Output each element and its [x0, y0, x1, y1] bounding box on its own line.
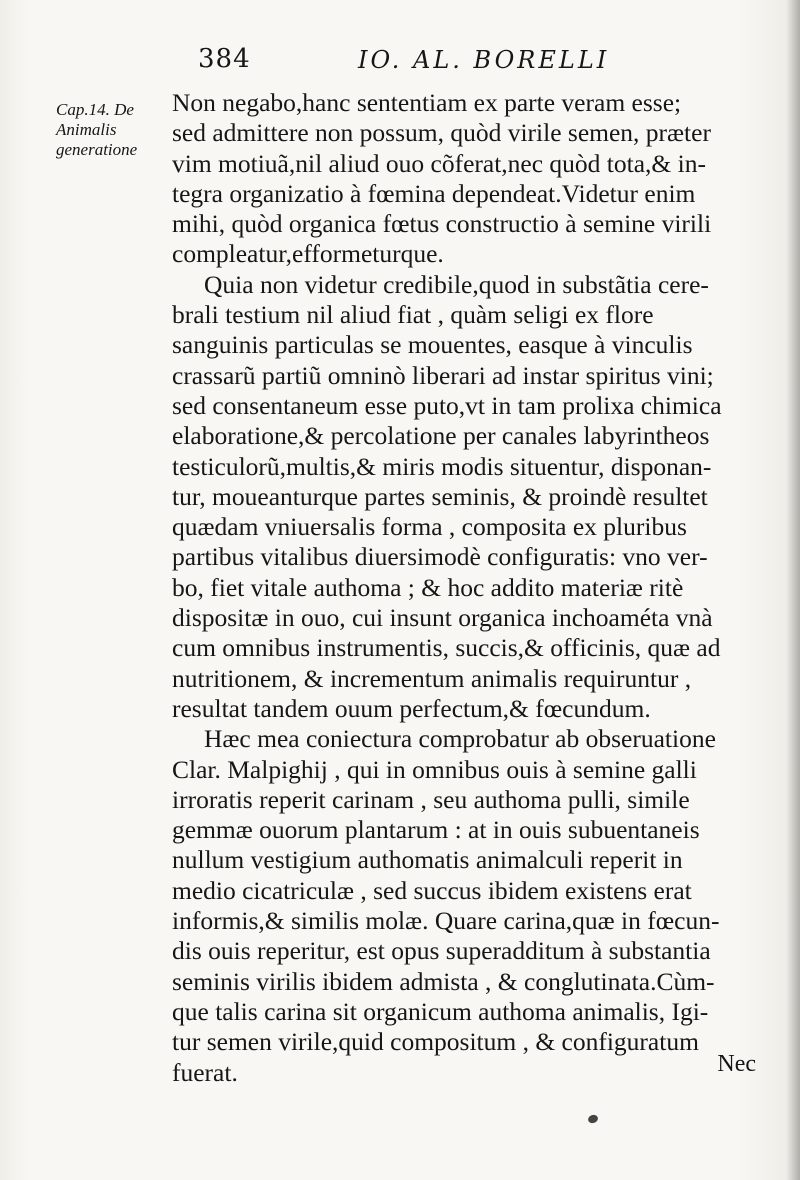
text-line: sed admittere non possum, quòd virile semen, præter [172, 118, 711, 148]
running-head: IO. AL. BORELLI [358, 46, 610, 74]
text-line: mihi, quòd organica fœtus constructio à semine virili [172, 209, 712, 239]
text-line: medio cicatriculæ , sed succus ibidem existens erat [172, 875, 692, 905]
margin-note-line: generatione [56, 140, 138, 159]
text-line: nutritionem, & incrementum animalis requiruntur , [172, 663, 692, 693]
body-text [172, 88, 762, 1088]
page-number: 384 [198, 44, 251, 74]
text-line: brali testium nil aliud fiat , quàm seligi ex flore [172, 300, 654, 330]
text-line: testiculorũ,multis,& miris modis situentur, disponan- [172, 451, 712, 481]
text-line: Non negabo,hanc sententiam ex parte veram esse; [172, 88, 682, 117]
text-line: Hæc mea coniectura comprobatur ab obseruatione [204, 724, 716, 754]
text-line: crassarũ partiũ omninò liberari ad instar spiritus vini; [172, 360, 714, 390]
text-line: elaboratione,& percolatione per canales labyrintheos [172, 421, 710, 451]
text-line: nullum vestigium authomatis animalculi reperit in [172, 845, 683, 875]
text-line: tur, moueanturque partes seminis, & proindè resultet [172, 481, 708, 511]
text-line: quædam vniuersalis forma , composita ex pluribus [172, 512, 687, 542]
margin-note-line: Animalis [56, 120, 117, 139]
margin-note [56, 100, 174, 160]
page-header [190, 44, 610, 84]
margin-note-line: Cap.14. De [56, 100, 134, 119]
text-line: partibus vitalibus diuersimodè configuratis: vno ver- [172, 542, 708, 572]
text-line: irroratis reperit carinam , seu authoma pulli, simile [172, 784, 690, 814]
text-line: cum omnibus instrumentis, succis,& officinis, quæ ad [172, 633, 721, 663]
text-line: Quia non videtur credibile,quod in substãtia cere- [204, 269, 709, 299]
text-line: informis,& similis molæ. Quare carina,quæ in fœcun- [172, 906, 720, 936]
ink-speck [587, 1114, 599, 1125]
text-line: Clar. Malpighij , qui in omnibus ouis à semine galli [172, 754, 697, 784]
catchword: Nec [717, 1051, 756, 1077]
text-line: tur semen virile,quid compositum , & configuratum [172, 1027, 699, 1057]
text-line: dis ouis reperitur, est opus superadditum à substantia [172, 936, 711, 966]
text-line: resultat tandem ouum perfectum,& fœcundum. [172, 693, 651, 723]
text-line: seminis virilis ibidem admista , & conglutinata.Cùm- [172, 966, 715, 996]
text-line: gemmæ ouorum plantarum : at in ouis subuentaneis [172, 815, 700, 845]
text-line: que talis carina sit organicum authoma animalis, Igi- [172, 996, 709, 1026]
page-edge-shadow [786, 0, 800, 1180]
text-line: dispositæ in ouo, cui insunt organica inchoaméta vnà [172, 603, 713, 633]
text-line: sanguinis particulas se mouentes, easque à vinculis [172, 330, 693, 360]
text-line: bo, fiet vitale authoma ; & hoc addito materiæ ritè [172, 572, 684, 602]
text-line: vim motiuã,nil aliud ouo cõferat,nec quòd tota,& in- [172, 148, 706, 178]
text-line: tegra organizatio à fœmina dependeat.Videtur enim [172, 178, 696, 208]
text-line: fuerat. [172, 1057, 238, 1087]
text-line: sed consentaneum esse puto,vt in tam prolixa chimica [172, 390, 722, 420]
text-line: compleatur,efformeturque. [172, 239, 444, 269]
